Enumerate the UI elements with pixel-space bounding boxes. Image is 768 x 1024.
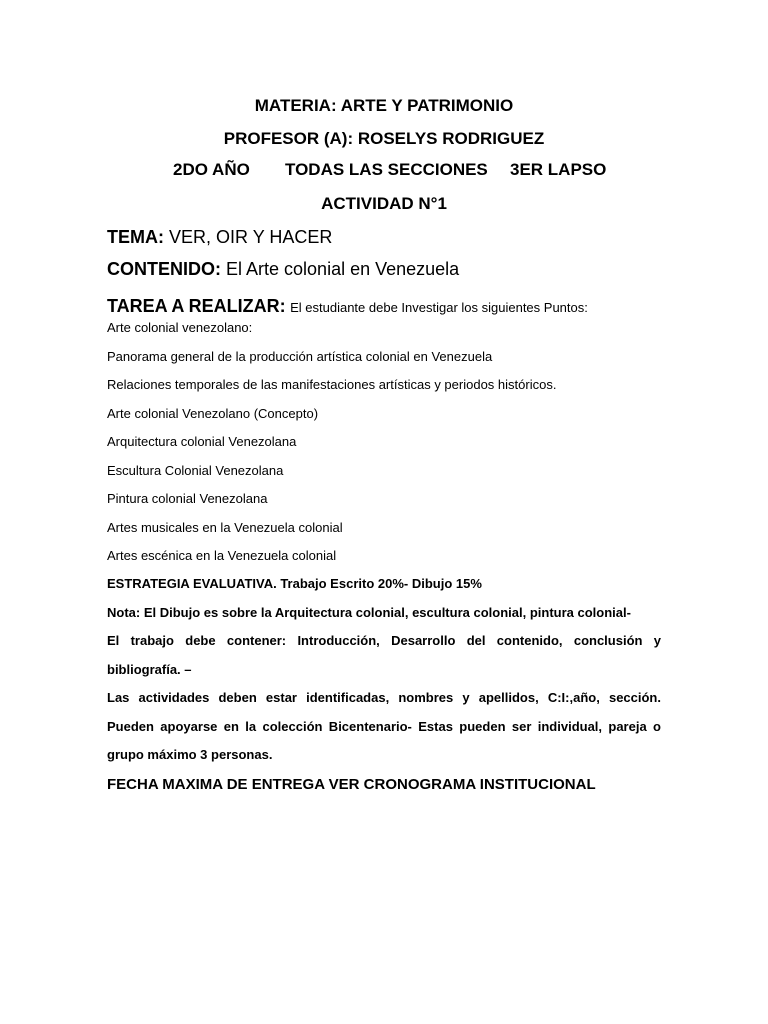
subject-heading: MATERIA: ARTE Y PATRIMONIO <box>254 96 514 115</box>
list-item: Pintura colonial Venezolana <box>107 491 268 506</box>
drawing-note: Nota: El Dibujo es sobre la Arquitectura colonial, escultura colonial, pintura colonial- <box>107 605 631 620</box>
task-label: TAREA A REALIZAR: <box>107 296 286 316</box>
deadline-line: FECHA MAXIMA DE ENTREGA VER CRONOGRAMA INSTITUCIONAL <box>107 776 596 793</box>
list-item: Artes escénica en la Venezuela colonial <box>107 548 337 563</box>
activity-heading: ACTIVIDAD N°1 <box>321 194 447 213</box>
list-item: Artes musicales en la Venezuela colonial <box>107 520 343 535</box>
content-value: El Arte colonial en Venezuela <box>226 259 460 279</box>
content-line <box>107 259 459 280</box>
task-line <box>107 296 588 317</box>
term-label: 3ER LAPSO <box>510 160 607 179</box>
work-requirements: El trabajo debe contener: Introducción, Desarrollo del contenido, conclusión y bibliografía. – <box>107 633 661 677</box>
evaluation-strategy: ESTRATEGIA EVALUATIVA. Trabajo Escrito 20%- Dibujo 15% <box>107 576 482 591</box>
topic-label: TEMA: <box>107 227 164 247</box>
topic-value: VER, OIR Y HACER <box>169 227 333 247</box>
sections-label: TODAS LAS SECCIONES <box>285 160 488 179</box>
list-item: Relaciones temporales de las manifestaciones artísticas y periodos históricos. <box>107 377 557 392</box>
list-item: Arquitectura colonial Venezolana <box>107 434 297 449</box>
activity-instructions: Las actividades deben estar identificadas, nombres y apellidos, C:I:,año, sección. Pueden apoyarse en la colección Bicentenario- Estas pueden ser individual, pareja o grupo máximo 3 personas. <box>107 690 661 762</box>
list-item: Escultura Colonial Venezolana <box>107 463 284 478</box>
year-label: 2DO AÑO <box>173 160 250 179</box>
list-item: Arte colonial Venezolano (Concepto) <box>107 406 319 421</box>
task-intro: El estudiante debe Investigar los siguientes Puntos: <box>290 300 588 315</box>
teacher-heading: PROFESOR (A): ROSELYS RODRIGUEZ <box>223 129 545 148</box>
list-item: Panorama general de la producción artística colonial en Venezuela <box>107 349 493 364</box>
content-label: CONTENIDO: <box>107 259 221 279</box>
list-item: Arte colonial venezolano: <box>107 320 253 335</box>
topic-line <box>107 227 332 248</box>
